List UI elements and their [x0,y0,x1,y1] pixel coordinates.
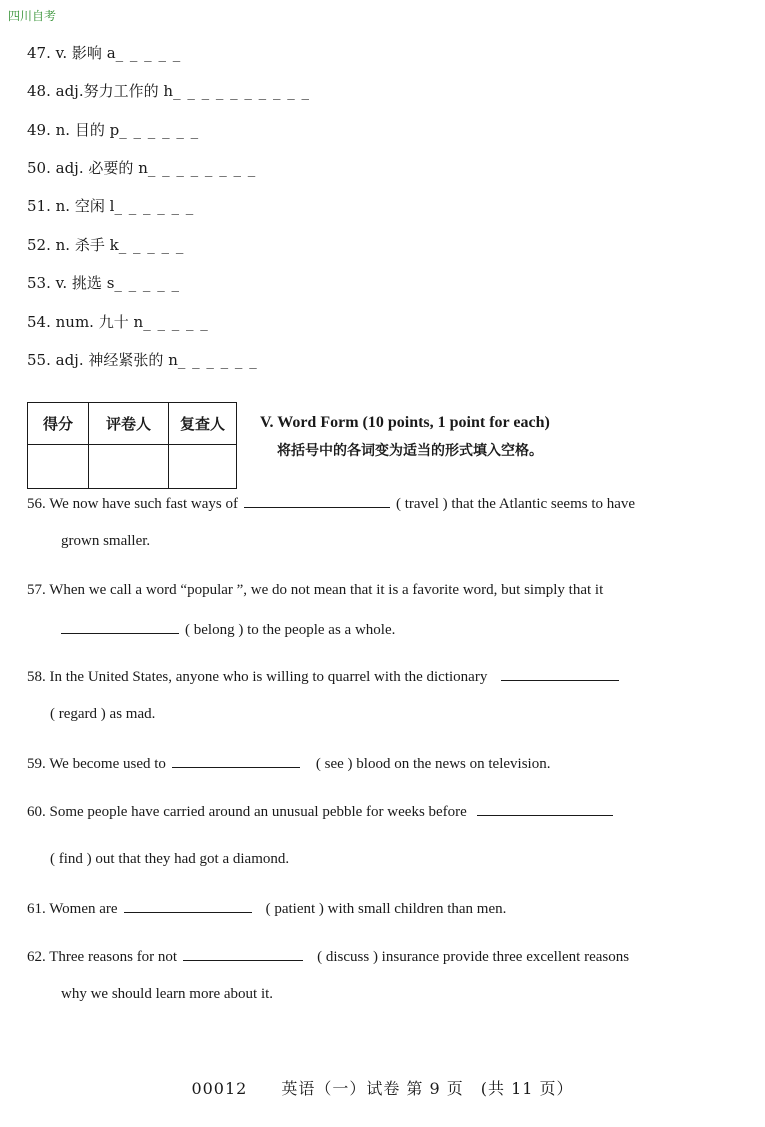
answer-blank[interactable] [172,755,300,768]
answer-blank[interactable]: _ _ _ _ _ [118,236,185,254]
vocab-item-47: 47. v. 影响 a_ _ _ _ _ [27,44,182,62]
vocab-item-52: 52. n. 杀手 k_ _ _ _ _ [27,236,185,254]
vocab-item-48: 48. adj.努力工作的 h_ _ _ _ _ _ _ _ _ _ [27,82,310,100]
answer-blank[interactable]: _ _ _ _ _ _ [177,351,258,369]
answer-blank[interactable] [244,495,390,508]
vocab-item-54: 54. num. 九十 n_ _ _ _ _ [27,313,209,331]
question-59: 59. We become used to ( see ) blood on the news on television. [27,756,551,772]
vocab-item-51: 51. n. 空闲 l_ _ _ _ _ _ [27,197,195,215]
question-57: 57. When we call a word “popular ”, we do not mean that it is a favorite word, but simply that it [27,582,604,598]
answer-blank[interactable] [124,900,252,913]
answer-blank[interactable] [477,803,613,816]
answer-blank[interactable]: _ _ _ _ _ [114,274,180,292]
answer-blank[interactable] [183,948,303,961]
answer-blank[interactable]: _ _ _ _ _ [115,44,182,62]
score-table [27,402,237,489]
question-58: 58. In the United States, anyone who is willing to quarrel with the dictionary [27,668,625,686]
answer-blank[interactable] [501,668,619,681]
vocab-item-50: 50. adj. 必要的 n_ _ _ _ _ _ _ _ [27,159,257,177]
score-cell[interactable] [28,445,89,489]
question-58-cont: ( regard ) as mad. [50,706,156,722]
checker-cell[interactable] [169,445,237,489]
question-61: 61. Women are ( patient ) with small children than men. [27,901,507,917]
grader-cell[interactable] [89,445,169,489]
answer-blank[interactable]: _ _ _ _ _ _ _ _ _ _ [173,82,310,100]
question-60-cont: ( find ) out that they had got a diamond. [50,851,290,867]
answer-blank[interactable]: _ _ _ _ _ _ [114,197,195,215]
vocab-item-53: 53. v. 挑选 s_ _ _ _ _ [27,274,180,292]
vocab-item-49: 49. n. 目的 p_ _ _ _ _ _ [27,121,200,139]
vocab-item-55: 55. adj. 神经紧张的 n_ _ _ _ _ _ [27,351,258,369]
question-62-cont: why we should learn more about it. [61,986,274,1002]
watermark-logo: 四川自考 [8,9,57,23]
question-62: 62. Three reasons for not ( discuss ) insurance provide three excellent reasons [27,949,630,965]
section-title: V. Word Form (10 points, 1 point for each) [260,414,550,431]
answer-blank[interactable]: _ _ _ _ _ [143,313,209,331]
question-60: 60. Some people have carried around an unusual pebble for weeks before [27,803,619,821]
question-57-cont: ( belong ) to the people as a whole. [61,621,395,639]
answer-blank[interactable]: _ _ _ _ _ _ [119,121,200,139]
score-header: 得分 [28,403,89,445]
question-56-cont: grown smaller. [61,533,151,549]
section-instruction: 将括号中的各词变为适当的形式填入空格。 [277,443,543,459]
checker-header: 复查人 [169,403,237,445]
answer-blank[interactable] [61,621,179,634]
answer-blank[interactable]: _ _ _ _ _ _ _ _ [147,159,257,177]
question-56: 56. We now have such fast ways of ( travel ) that the Atlantic seems to have [27,496,636,512]
page-footer: 00012 英语（一）试卷 第 9 页 (共 11 页） [191,1079,574,1098]
grader-header: 评卷人 [89,403,169,445]
